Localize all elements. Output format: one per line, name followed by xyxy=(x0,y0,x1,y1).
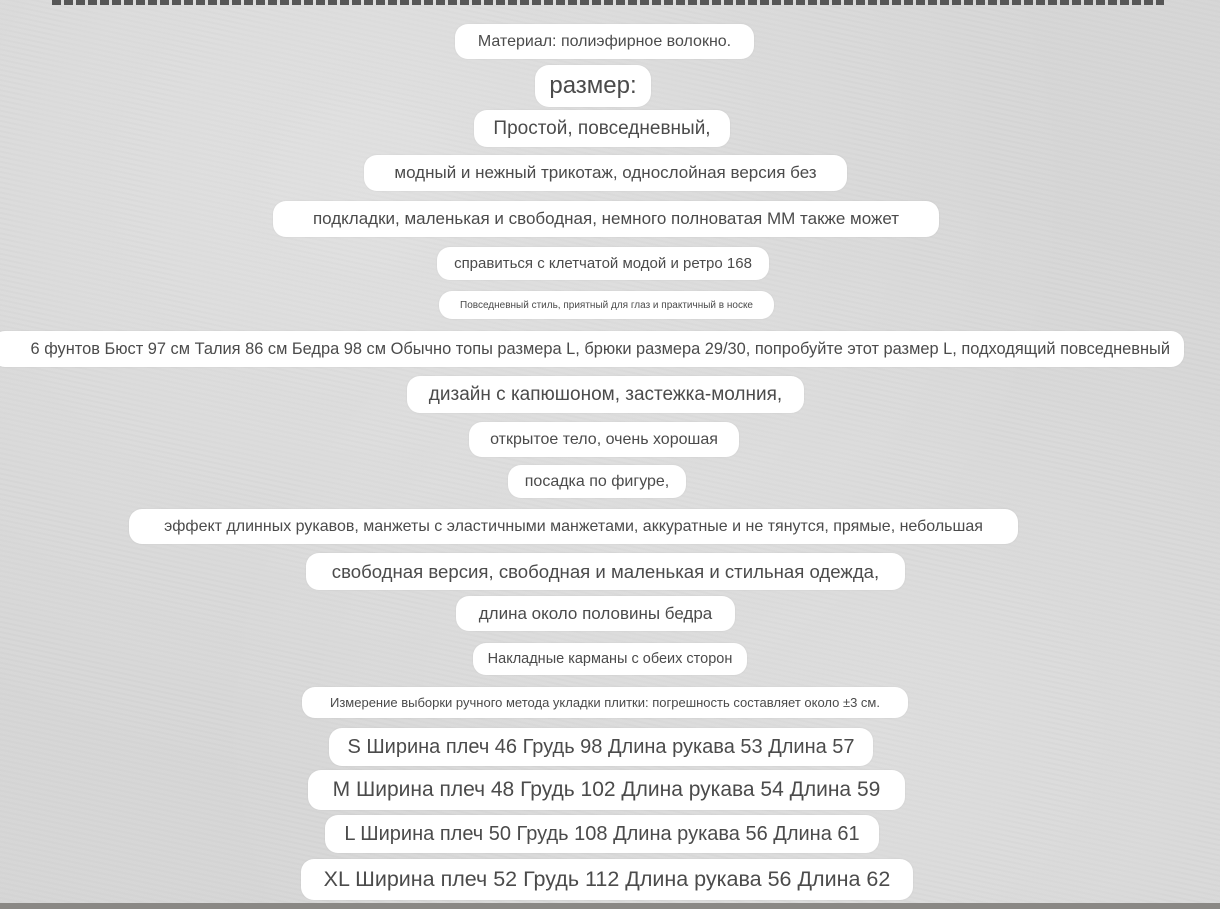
top-stitch-border xyxy=(52,0,1164,5)
model-info-line: 6 фунтов Бюст 97 см Талия 86 см Бедра 98 см Обычно топы размера L, брюки размера 29/30, попробуйте этот размер L, подходящий повседневный xyxy=(0,331,1184,367)
size-row-m: M Ширина плеч 48 Грудь 102 Длина рукава 54 Длина 59 xyxy=(308,770,905,810)
description-line-9: посадка по фигуре, xyxy=(508,465,686,498)
size-row-l: L Ширина плеч 50 Грудь 108 Длина рукава 56 Длина 61 xyxy=(325,815,879,853)
description-line-7: дизайн с капюшоном, застежка-молния, xyxy=(407,376,804,413)
size-heading: размер: xyxy=(535,65,651,107)
description-line-3: подкладки, маленькая и свободная, немного полноватая ММ также может xyxy=(273,201,939,237)
description-line-10: эффект длинных рукавов, манжеты с эластичными манжетами, аккуратные и не тянутся, прямые, небольшая xyxy=(129,509,1018,544)
description-line-12: длина около половины бедра xyxy=(456,596,735,631)
bottom-border xyxy=(0,903,1220,909)
description-line-13: Накладные карманы с обеих сторон xyxy=(473,643,747,675)
size-row-s: S Ширина плеч 46 Грудь 98 Длина рукава 53 Длина 57 xyxy=(329,728,873,766)
description-line-1: Простой, повседневный, xyxy=(474,110,730,147)
description-line-8: открытое тело, очень хорошая xyxy=(469,422,739,457)
description-line-4: справиться с клетчатой модой и ретро 168 xyxy=(437,247,769,280)
material-line: Материал: полиэфирное волокно. xyxy=(455,24,754,59)
measurement-note: Измерение выборки ручного метода укладки плитки: погрешность составляет около ±3 см. xyxy=(302,687,908,718)
size-row-xl: XL Ширина плеч 52 Грудь 112 Длина рукава 56 Длина 62 xyxy=(301,859,913,900)
description-line-2: модный и нежный трикотаж, однослойная версия без xyxy=(364,155,847,191)
description-line-5: Повседневный стиль, приятный для глаз и практичный в носке xyxy=(439,291,774,319)
description-line-11: свободная версия, свободная и маленькая и стильная одежда, xyxy=(306,553,905,590)
